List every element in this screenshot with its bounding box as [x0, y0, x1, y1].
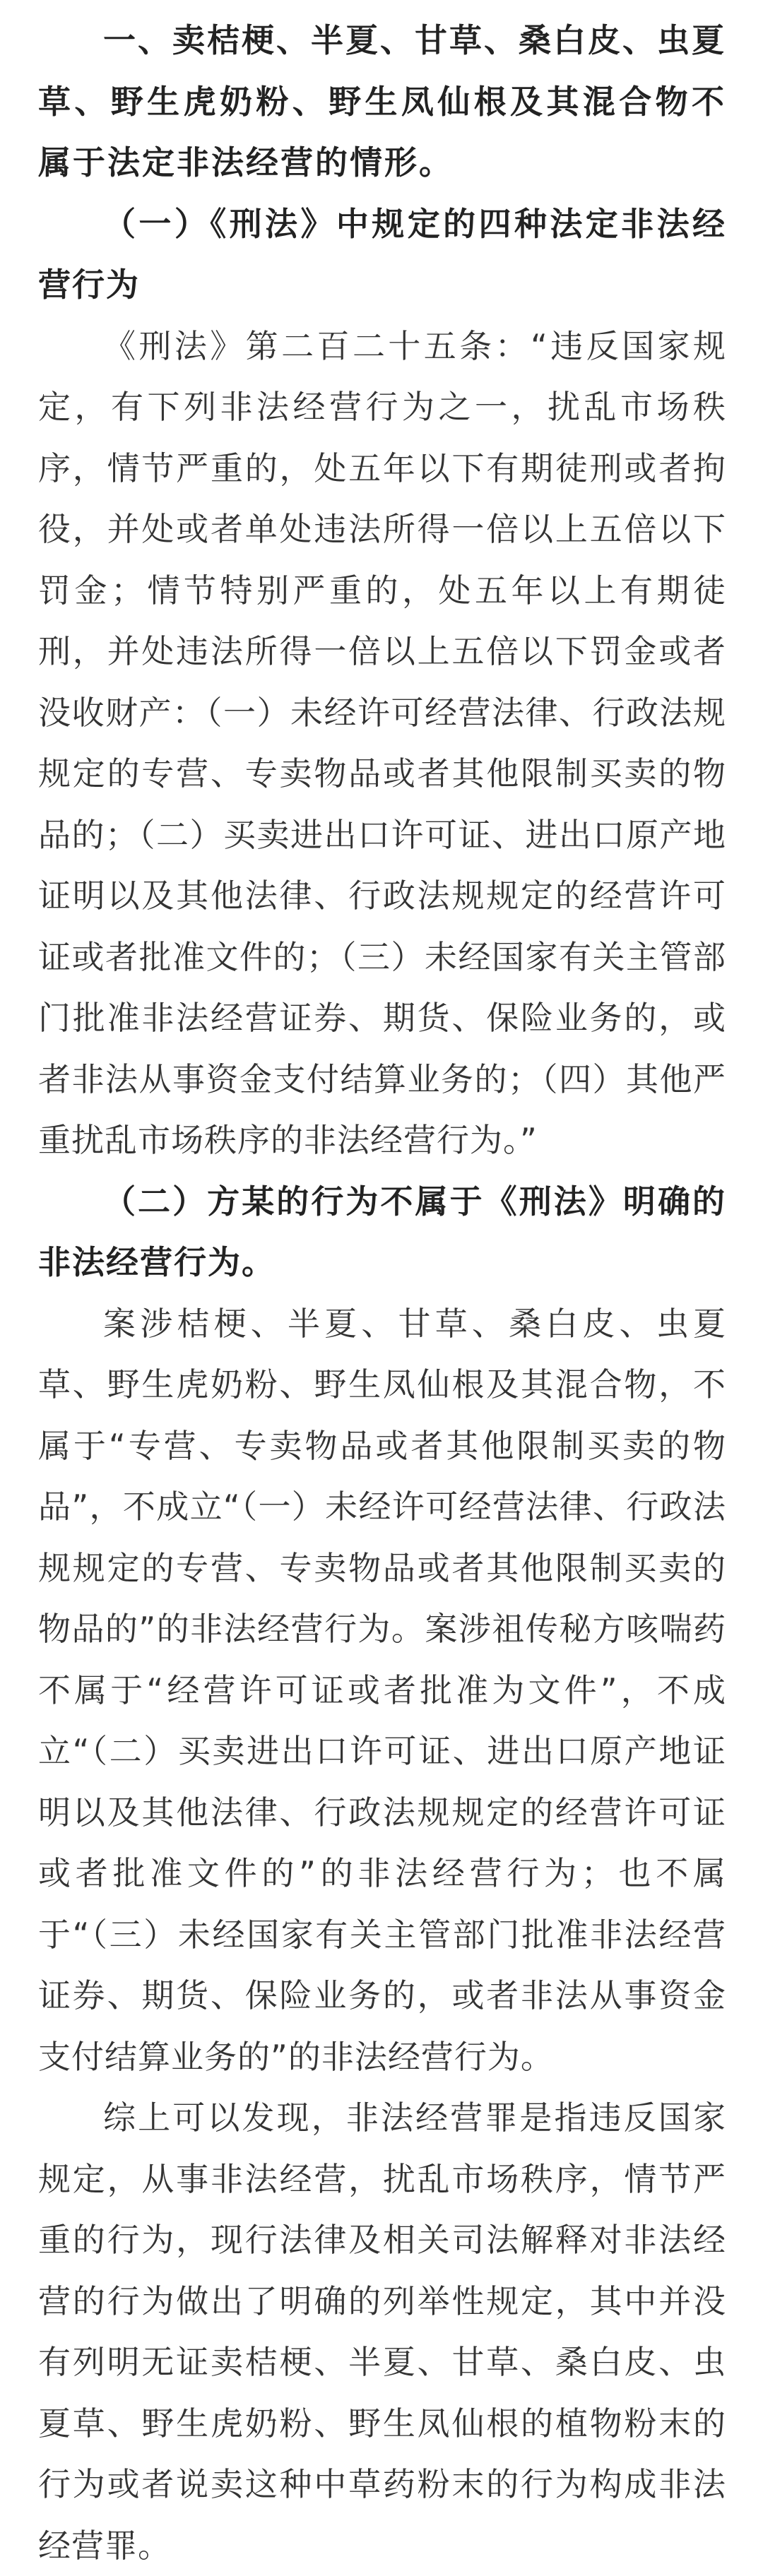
- section-heading: 一、卖桔梗、半夏、甘草、桑白皮、虫夏草、野生虎奶粉、野生凤仙根及其混合物不属于法定非法经营的情形。: [38, 21, 726, 182]
- subsection-heading-1: （一）《刑法》中规定的四种法定非法经营行为: [38, 204, 726, 304]
- conclusion-paragraph: 综上可以发现，非法经营罪是指违反国家规定，从事非法经营，扰乱市场秩序，情节严重的行为，现行法律及相关司法解释对非法经营的行为做出了明确的列举性规定，其中并没有列明无证卖桔梗、半夏、甘草、桑白皮、虫夏草、野生虎奶粉、野生凤仙根的植物粉末的行为或者说卖这种中草药粉末的行为构成非法经营罪。: [38, 2099, 726, 2565]
- subsection-heading-2: （二）方某的行为不属于《刑法》明确的非法经营行为。: [38, 1182, 726, 1281]
- criminal-law-article-225-paragraph: 《刑法》第二百二十五条：“违反国家规定，有下列非法经营行为之一，扰乱市场秩序，情节严重的，处五年以下有期徒刑或者拘役，并处或者单处违法所得一倍以上五倍以下罚金；情节特别严重的，处五年以上有期徒刑，并处违法所得一倍以上五倍以下罚金或者没收财产：（一）未经许可经营法律、行政法规规定的专营、专卖物品或者其他限制买卖的物品的；（二）买卖进出口许可证、进出口原产地证明以及其他法律、行政法规规定的经营许可证或者批准文件的；（三）未经国家有关主管部门批准非法经营证券、期货、保险业务的，或者非法从事资金支付结算业务的；（四）其他严重扰乱市场秩序的非法经营行为。”: [38, 326, 726, 1159]
- case-analysis-paragraph: 案涉桔梗、半夏、甘草、桑白皮、虫夏草、野生虎奶粉、野生凤仙根及其混合物，不属于“专营、专卖物品或者其他限制买卖的物品”，不成立“（一）未经许可经营法律、行政法规规定的专营、专卖物品或者其他限制买卖的物品的”的非法经营行为。案涉祖传秘方咳喘药不属于“经营许可证或者批准为文件”，不成立“（二）买卖进出口许可证、进出口原产地证明以及其他法律、行政法规规定的经营许可证或者批准文件的”的非法经营行为；也不属于“（三）未经国家有关主管部门批准非法经营证券、期货、保险业务的，或者非法从事资金支付结算业务的”的非法经营行为。: [38, 1304, 726, 2076]
